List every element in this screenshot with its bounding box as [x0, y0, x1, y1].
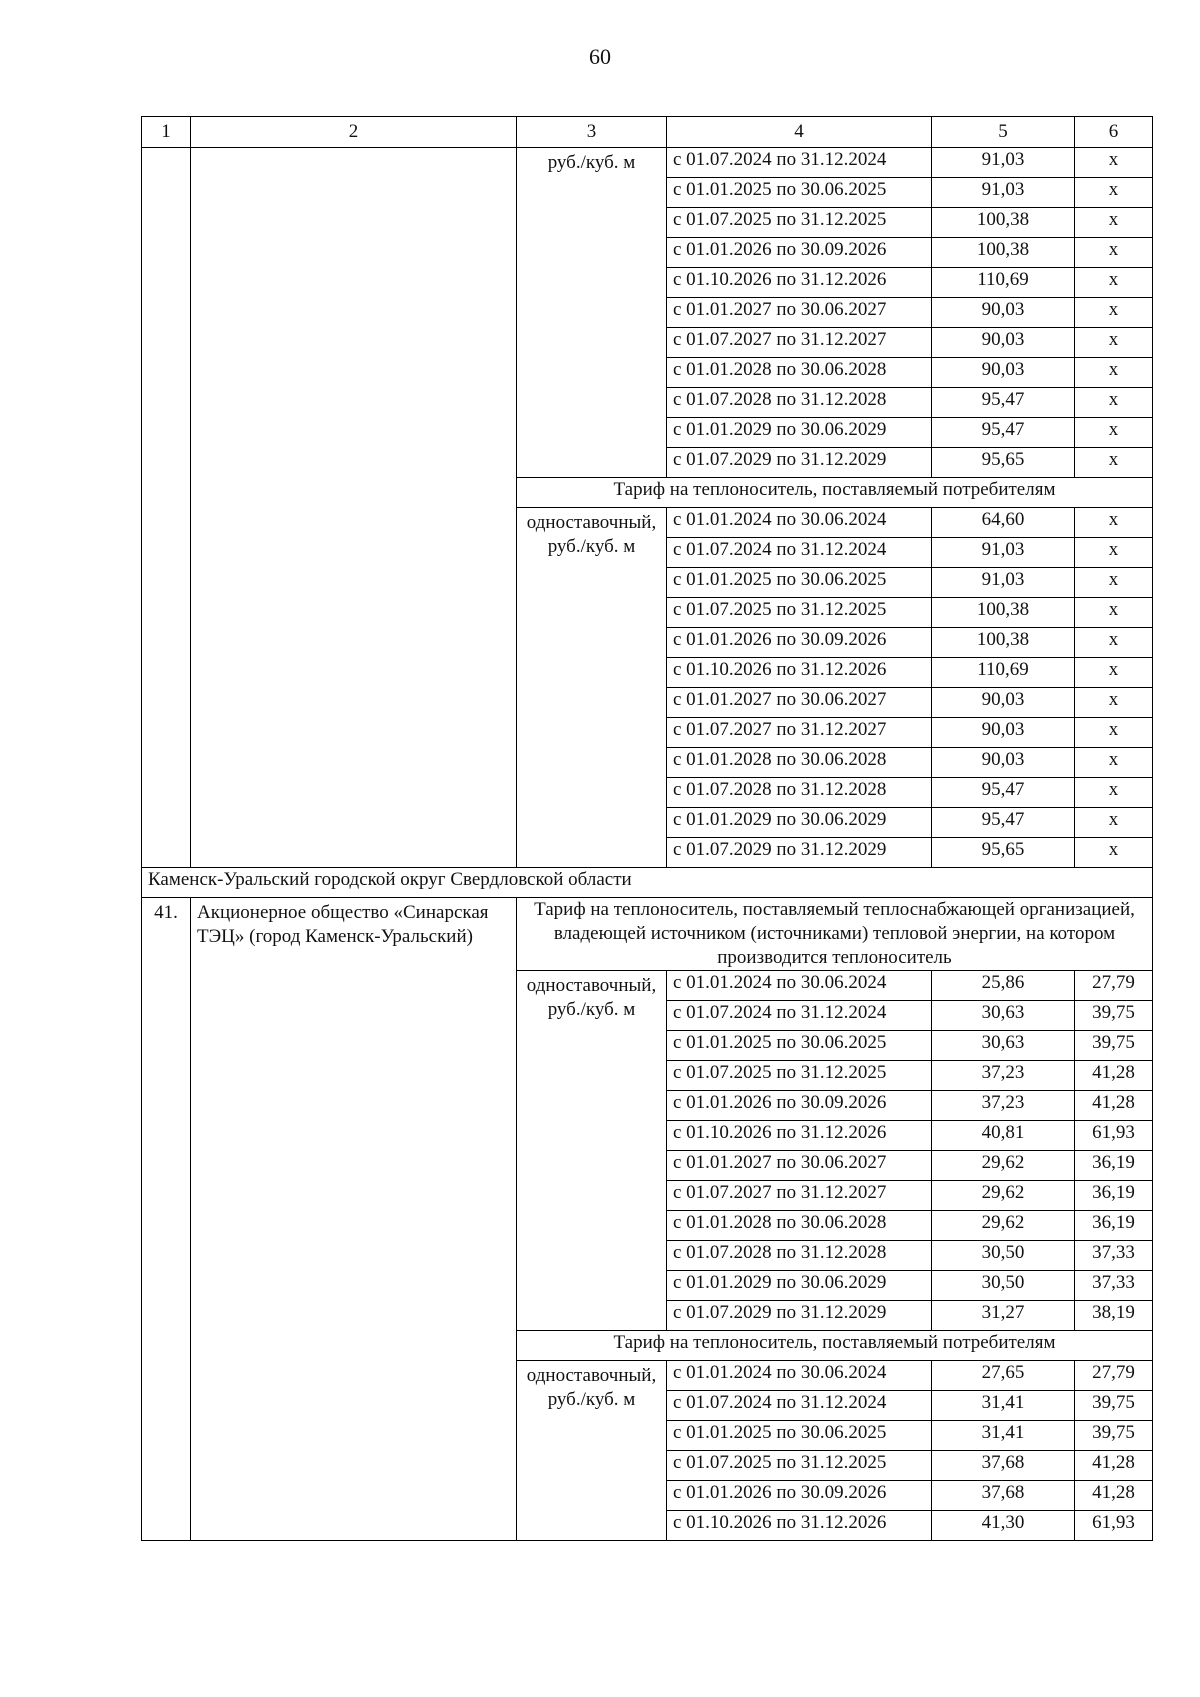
tariff-value-cell: 31,41: [932, 1391, 1075, 1421]
tariff-value-cell: 100,38: [932, 628, 1075, 658]
tariff-value-cell-6: 36,19: [1075, 1211, 1153, 1241]
tariff-value-cell: 40,81: [932, 1121, 1075, 1151]
tariff-value-cell: 110,69: [932, 268, 1075, 298]
period-cell: с 01.01.2027 по 30.06.2027: [667, 1151, 932, 1181]
tariff-value-cell: 37,23: [932, 1061, 1075, 1091]
period-cell: с 01.01.2024 по 30.06.2024: [667, 971, 932, 1001]
tariff-value-cell-6: x: [1075, 598, 1153, 628]
period-cell: с 01.07.2028 по 31.12.2028: [667, 1241, 932, 1271]
tariff-value-cell: 100,38: [932, 598, 1075, 628]
period-cell: с 01.07.2027 по 31.12.2027: [667, 718, 932, 748]
tariff-table: [141, 116, 1153, 1541]
region-row: [142, 868, 1153, 898]
page-number: 60: [589, 44, 611, 69]
tariff-value-cell: 95,47: [932, 388, 1075, 418]
period-cell: с 01.01.2029 по 30.06.2029: [667, 1271, 932, 1301]
organization-cell: Акционерное общество «Синарская ТЭЦ» (город Каменск-Уральский): [191, 898, 517, 1541]
tariff-value-cell: 30,63: [932, 1031, 1075, 1061]
period-cell: с 01.01.2028 по 30.06.2028: [667, 748, 932, 778]
tariff-value-cell: 41,30: [932, 1511, 1075, 1541]
tariff-value-cell-6: x: [1075, 658, 1153, 688]
tariff-value-cell-6: 41,28: [1075, 1481, 1153, 1511]
tariff-value-cell: 110,69: [932, 658, 1075, 688]
tariff-value-cell-6: x: [1075, 268, 1153, 298]
period-cell: с 01.07.2027 по 31.12.2027: [667, 328, 932, 358]
period-cell: с 01.01.2026 по 30.09.2026: [667, 628, 932, 658]
tariff-value-cell-6: x: [1075, 358, 1153, 388]
tariff-value-cell-6: x: [1075, 838, 1153, 868]
tariff-value-cell: 90,03: [932, 298, 1075, 328]
unit-cell: одноставочный, руб./куб. м: [517, 971, 667, 1331]
tariff-value-cell-6: x: [1075, 718, 1153, 748]
period-cell: с 01.07.2024 по 31.12.2024: [667, 538, 932, 568]
tariff-value-cell: 95,47: [932, 808, 1075, 838]
tariff-section-label: Тариф на теплоноситель, поставляемый потребителям: [517, 478, 1153, 508]
period-cell: с 01.10.2026 по 31.12.2026: [667, 1511, 932, 1541]
period-cell: с 01.01.2025 по 30.06.2025: [667, 1031, 932, 1061]
period-cell: с 01.01.2024 по 30.06.2024: [667, 508, 932, 538]
tariff-value-cell-6: x: [1075, 208, 1153, 238]
tariff-value-cell: 91,03: [932, 148, 1075, 178]
period-cell: с 01.01.2025 по 30.06.2025: [667, 1421, 932, 1451]
tariff-value-cell-6: 36,19: [1075, 1181, 1153, 1211]
tariff-value-cell-6: x: [1075, 688, 1153, 718]
tariff-value-cell-6: 39,75: [1075, 1001, 1153, 1031]
tariff-value-cell-6: 27,79: [1075, 971, 1153, 1001]
period-cell: с 01.01.2028 по 30.06.2028: [667, 358, 932, 388]
tariff-value-cell: 90,03: [932, 748, 1075, 778]
unit-cell: одноставочный, руб./куб. м: [517, 508, 667, 868]
tariff-value-cell: 91,03: [932, 538, 1075, 568]
period-cell: с 01.07.2025 по 31.12.2025: [667, 1451, 932, 1481]
tariff-value-cell: 95,65: [932, 448, 1075, 478]
tariff-value-cell: 91,03: [932, 178, 1075, 208]
tariff-value-cell: 30,50: [932, 1271, 1075, 1301]
period-cell: с 01.07.2025 по 31.12.2025: [667, 598, 932, 628]
tariff-value-cell: 100,38: [932, 208, 1075, 238]
period-cell: с 01.10.2026 по 31.12.2026: [667, 658, 932, 688]
entry-number-cell: 41.: [142, 898, 191, 1541]
tariff-value-cell: 37,68: [932, 1481, 1075, 1511]
column-header-6: 6: [1075, 117, 1153, 148]
tariff-value-cell-6: x: [1075, 418, 1153, 448]
period-cell: с 01.07.2024 по 31.12.2024: [667, 148, 932, 178]
period-cell: с 01.01.2029 по 30.06.2029: [667, 808, 932, 838]
tariff-value-cell: 95,47: [932, 778, 1075, 808]
tariff-value-cell: 25,86: [932, 971, 1075, 1001]
tariff-value-cell: 90,03: [932, 718, 1075, 748]
column-header-5: 5: [932, 117, 1075, 148]
column-header-2: 2: [191, 117, 517, 148]
organization-cell: [191, 148, 517, 868]
period-cell: с 01.07.2024 по 31.12.2024: [667, 1391, 932, 1421]
period-cell: с 01.01.2026 по 30.09.2026: [667, 1481, 932, 1511]
entry-row: [142, 898, 1153, 971]
tariff-value-cell-6: x: [1075, 238, 1153, 268]
period-cell: с 01.01.2025 по 30.06.2025: [667, 178, 932, 208]
tariff-value-cell-6: 27,79: [1075, 1361, 1153, 1391]
tariff-value-cell: 100,38: [932, 238, 1075, 268]
tariff-value-cell-6: x: [1075, 748, 1153, 778]
tariff-value-cell-6: 39,75: [1075, 1031, 1153, 1061]
tariff-value-cell-6: x: [1075, 808, 1153, 838]
tariff-value-cell-6: x: [1075, 178, 1153, 208]
period-cell: с 01.07.2029 по 31.12.2029: [667, 1301, 932, 1331]
tariff-value-cell-6: x: [1075, 328, 1153, 358]
tariff-value-cell: 27,65: [932, 1361, 1075, 1391]
unit-cell: руб./куб. м: [517, 148, 667, 478]
tariff-section-label: Тариф на теплоноситель, поставляемый теплоснабжающей организацией, владеющей источником (источниками) тепловой энергии, на котором производится теплоноситель: [517, 898, 1153, 971]
tariff-value-cell: 90,03: [932, 688, 1075, 718]
period-cell: с 01.07.2029 по 31.12.2029: [667, 838, 932, 868]
tariff-value-cell: 29,62: [932, 1151, 1075, 1181]
column-header-4: 4: [667, 117, 932, 148]
tariff-value-cell-6: 37,33: [1075, 1241, 1153, 1271]
period-cell: с 01.07.2027 по 31.12.2027: [667, 1181, 932, 1211]
tariff-value-cell-6: 39,75: [1075, 1391, 1153, 1421]
tariff-value-cell: 30,63: [932, 1001, 1075, 1031]
tariff-value-cell-6: x: [1075, 508, 1153, 538]
tariff-value-cell: 30,50: [932, 1241, 1075, 1271]
tariff-value-cell-6: 61,93: [1075, 1511, 1153, 1541]
tariff-value-cell: 37,68: [932, 1451, 1075, 1481]
tariff-value-cell: 37,23: [932, 1091, 1075, 1121]
period-cell: с 01.07.2025 по 31.12.2025: [667, 1061, 932, 1091]
period-cell: с 01.07.2025 по 31.12.2025: [667, 208, 932, 238]
period-cell: с 01.10.2026 по 31.12.2026: [667, 268, 932, 298]
period-cell: с 01.01.2027 по 30.06.2027: [667, 298, 932, 328]
tariff-value-cell-6: x: [1075, 388, 1153, 418]
tariff-section-label: Тариф на теплоноситель, поставляемый потребителям: [517, 1331, 1153, 1361]
tariff-value-cell: 31,41: [932, 1421, 1075, 1451]
period-cell: с 01.07.2024 по 31.12.2024: [667, 1001, 932, 1031]
tariff-value-cell-6: x: [1075, 538, 1153, 568]
tariff-value-cell-6: x: [1075, 568, 1153, 598]
period-cell: с 01.07.2029 по 31.12.2029: [667, 448, 932, 478]
tariff-value-cell-6: x: [1075, 628, 1153, 658]
period-cell: с 01.07.2028 по 31.12.2028: [667, 388, 932, 418]
tariff-value-cell-6: x: [1075, 778, 1153, 808]
tariff-value-cell-6: x: [1075, 148, 1153, 178]
tariff-value-cell: 90,03: [932, 328, 1075, 358]
column-header-3: 3: [517, 117, 667, 148]
tariff-value-cell: 90,03: [932, 358, 1075, 388]
unit-cell: одноставочный, руб./куб. м: [517, 1361, 667, 1541]
table-row: [142, 148, 1153, 178]
entry-number-cell: [142, 148, 191, 868]
tariff-value-cell-6: 37,33: [1075, 1271, 1153, 1301]
period-cell: с 01.01.2029 по 30.06.2029: [667, 418, 932, 448]
tariff-value-cell-6: 39,75: [1075, 1421, 1153, 1451]
period-cell: с 01.01.2026 по 30.09.2026: [667, 1091, 932, 1121]
tariff-value-cell: 91,03: [932, 568, 1075, 598]
tariff-value-cell: 29,62: [932, 1181, 1075, 1211]
period-cell: с 01.07.2028 по 31.12.2028: [667, 778, 932, 808]
tariff-value-cell-6: 38,19: [1075, 1301, 1153, 1331]
period-cell: с 01.01.2025 по 30.06.2025: [667, 568, 932, 598]
tariff-value-cell: 95,65: [932, 838, 1075, 868]
header-row: [142, 117, 1153, 148]
tariff-value-cell: 31,27: [932, 1301, 1075, 1331]
period-cell: с 01.01.2027 по 30.06.2027: [667, 688, 932, 718]
tariff-value-cell-6: 41,28: [1075, 1091, 1153, 1121]
tariff-value-cell: 29,62: [932, 1211, 1075, 1241]
tariff-value-cell-6: x: [1075, 448, 1153, 478]
period-cell: с 01.01.2026 по 30.09.2026: [667, 238, 932, 268]
tariff-value-cell-6: x: [1075, 298, 1153, 328]
period-cell: с 01.10.2026 по 31.12.2026: [667, 1121, 932, 1151]
tariff-value-cell-6: 41,28: [1075, 1451, 1153, 1481]
tariff-value-cell: 64,60: [932, 508, 1075, 538]
column-header-1: 1: [142, 117, 191, 148]
period-cell: с 01.01.2028 по 30.06.2028: [667, 1211, 932, 1241]
region-label: Каменск-Уральский городской округ Свердловской области: [142, 868, 1153, 898]
tariff-value-cell-6: 36,19: [1075, 1151, 1153, 1181]
period-cell: с 01.01.2024 по 30.06.2024: [667, 1361, 932, 1391]
tariff-value-cell-6: 61,93: [1075, 1121, 1153, 1151]
tariff-value-cell: 95,47: [932, 418, 1075, 448]
tariff-value-cell-6: 41,28: [1075, 1061, 1153, 1091]
